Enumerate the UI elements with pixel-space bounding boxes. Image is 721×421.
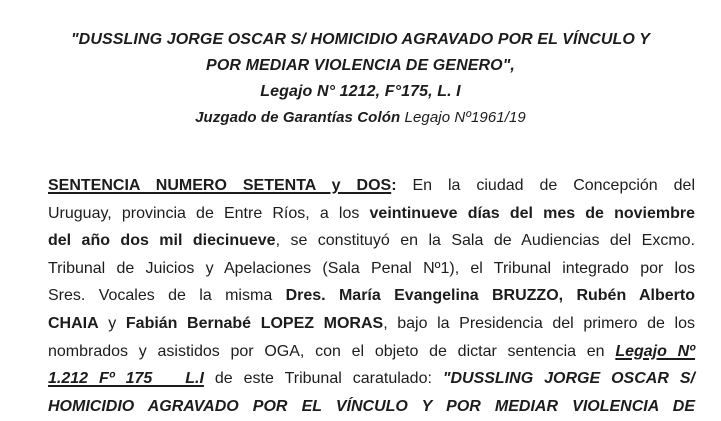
case-title-line-2: POR MEDIAR VIOLENCIA DE GENERO",: [206, 57, 515, 74]
case-file-reference: Legajo N° 1212, F°175, L. I: [260, 83, 461, 100]
text-segment: , se constituyó en la Sala de Audiencias del Excmo.: [275, 232, 696, 250]
text-segment: Legajo Nº: [615, 342, 696, 360]
sentence-line: [48, 200, 695, 228]
sentence-line: [48, 310, 695, 338]
sentence-paragraph: [48, 172, 695, 420]
sentence-line: [48, 172, 695, 200]
text-segment: y: [98, 314, 126, 332]
case-title-line-1: "DUSSLING JORGE OSCAR S/ HOMICIDIO AGRAVADO POR EL VÍNCULO Y: [71, 31, 650, 48]
sentence-line: [48, 227, 695, 255]
text-segment: veintinueve días del mes de noviembre: [369, 204, 696, 222]
text-segment: 1.212 Fº 175 L.I: [48, 370, 204, 388]
text-segment: Dres. María Evangelina BRUZZO, Rubén Alberto: [285, 287, 695, 305]
text-segment: :: [391, 177, 397, 194]
sentence-line: [48, 365, 695, 393]
sentence-line: [48, 282, 695, 310]
text-segment: Uruguay, provincia de Entre Ríos, a los: [48, 204, 370, 222]
text-segment: SENTENCIA NUMERO SETENTA y DOS: [48, 177, 392, 194]
text-segment: HOMICIDIO AGRAVADO POR EL VÍNCULO Y POR MEDIAR VIOLENCIA DE: [48, 397, 695, 415]
text-segment: "DUSSLING JORGE OSCAR S/: [442, 370, 695, 388]
sentence-line: [48, 255, 695, 283]
text-segment: Tribunal de Juicios y Apelaciones (Sala Penal Nº1), el Tribunal integrado por los: [48, 259, 695, 277]
text-segment: En la ciudad de Concepción del: [396, 177, 695, 194]
text-segment: Sres. Vocales de la misma: [48, 287, 286, 305]
text-segment: nombrados y asistidos por OGA, con el objeto de dictar sentencia en: [48, 342, 616, 360]
sentence-line: [48, 393, 695, 421]
text-segment: Fabián Bernabé LOPEZ MORAS: [125, 314, 384, 332]
sentence-line: [48, 338, 695, 366]
text-segment: CHAIA: [48, 314, 99, 332]
text-segment: de este Tribunal caratulado:: [203, 370, 443, 388]
court-reference: [0, 105, 721, 131]
court-file-number: Legajo Nº1961/19: [400, 109, 526, 126]
case-caption: [0, 0, 721, 131]
court-name: Juzgado de Garantías Colón: [195, 109, 401, 126]
text-segment: , bajo la Presidencia del primero de los: [383, 314, 696, 332]
text-segment: del año dos mil diecinueve: [48, 232, 276, 250]
